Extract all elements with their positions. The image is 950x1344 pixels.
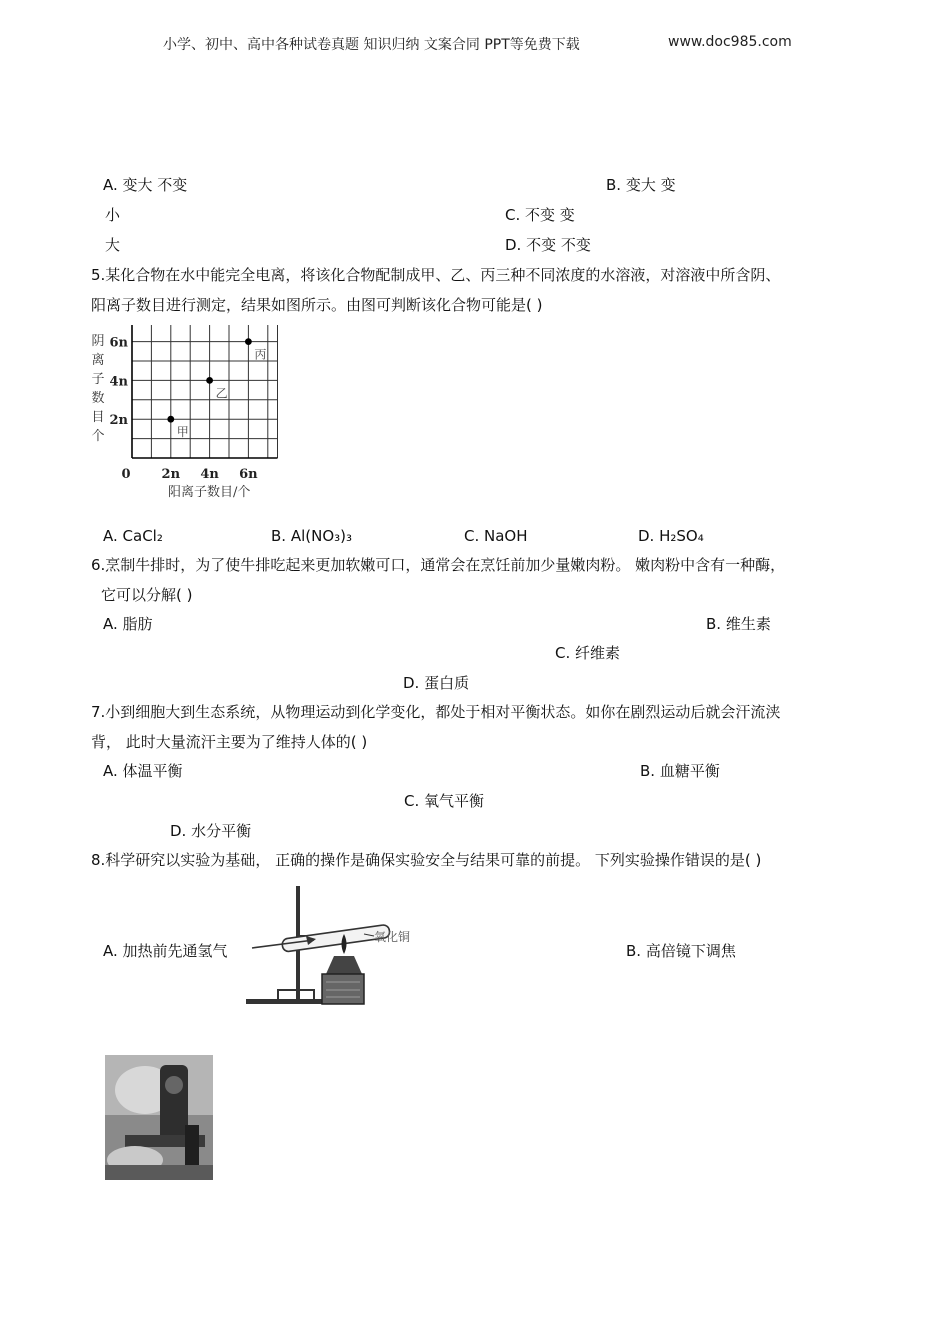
data-point-label: 丙	[254, 347, 267, 362]
x-tick-label: 2n	[161, 467, 181, 482]
q6-option-d: D. 蛋白质	[403, 674, 470, 692]
q5-option-a: A. CaCl₂	[103, 527, 163, 545]
y-tick-label: 6n	[109, 335, 128, 351]
data-point	[206, 377, 213, 384]
q4-option-a: A. 变大 不变	[103, 176, 188, 194]
q4-option-c-cont: 大	[105, 236, 121, 254]
header-text: 小学、初中、高中各种试卷真题 知识归纳 文案合同 PPT等免费下载	[163, 37, 580, 53]
q7-option-a: A. 体温平衡	[103, 762, 183, 780]
microscope-photo	[105, 1055, 213, 1180]
q5-option-b: B. Al(NO₃)₃	[271, 527, 353, 545]
q4-option-c: C. 不变 变	[505, 206, 575, 224]
y-axis-label-char: 目	[91, 410, 105, 425]
q7-option-c: C. 氧气平衡	[404, 792, 485, 810]
data-point-label: 甲	[176, 425, 189, 440]
q5-stem-line2: 阳离子数目进行测定，结果如图所示。由图可判断该化合物可能是( )	[91, 296, 543, 314]
q6-option-b: B. 维生素	[706, 615, 771, 633]
x-tick-label: 6n	[239, 467, 258, 482]
y-axis-label-char: 个	[91, 429, 105, 444]
q5-option-c: C. NaOH	[464, 527, 528, 545]
q6-stem-line1: 6.烹制牛排时，为了使牛排吃起来更加软嫩可口，通常会在烹饪前加少量嫩肉粉。 嫩肉粉中含有一种酶，	[91, 556, 786, 574]
q7-stem-line1: 7.小到细胞大到生态系统，从物理运动到化学变化，都处于相对平衡状态。如你在剧烈运动后就会汗流浃	[91, 703, 781, 721]
q4-option-b: B. 变大 变	[606, 176, 676, 194]
data-point	[167, 416, 174, 423]
q7-option-b: B. 血糖平衡	[640, 762, 720, 780]
y-axis-label-char: 阴	[91, 334, 105, 349]
q6-stem-line2: 它可以分解( )	[101, 586, 193, 604]
data-point	[245, 338, 252, 345]
x-axis-label: 阳离子数目/个	[168, 485, 251, 500]
q4-option-d: D. 不变 不变	[505, 236, 591, 254]
y-axis-label-char: 数	[91, 391, 105, 406]
q6-option-a: A. 脂肪	[103, 615, 153, 633]
q5-stem-line1: 5.某化合物在水中能完全电离，将该化合物配制成甲、乙、丙三种不同浓度的水溶液，对溶液中所含阴、	[91, 266, 781, 284]
header-site: www.doc985.com	[668, 34, 792, 50]
q8-option-b: B. 高倍镜下调焦	[626, 942, 736, 960]
hydrogen-reduction-apparatus-image	[244, 884, 416, 1008]
ion-count-chart	[85, 325, 285, 510]
q8-option-a: A. 加热前先通氢气	[103, 942, 228, 960]
q6-option-c: C. 纤维素	[555, 644, 621, 662]
q4-option-b-cont: 小	[105, 206, 121, 224]
q8-stem-line1: 8.科学研究以实验为基础， 正确的操作是确保实验安全与结果可靠的前提。 下列实验操作错误的是( )	[91, 851, 762, 869]
data-point-label: 乙	[215, 386, 228, 401]
q7-stem-line2: 背， 此时大量流汗主要为了维持人体的( )	[91, 733, 368, 751]
y-tick-label: 4n	[109, 374, 128, 390]
y-axis-label-char: 离	[91, 353, 105, 368]
apparatus-label: 氧化铜	[374, 930, 411, 944]
x-tick-label: 4n	[200, 467, 219, 482]
x-tick-label: 0	[121, 467, 131, 482]
q7-option-d: D. 水分平衡	[170, 822, 252, 840]
q5-option-d: D. H₂SO₄	[638, 527, 704, 545]
y-tick-label: 2n	[109, 413, 128, 429]
y-axis-label-char: 子	[91, 372, 105, 387]
